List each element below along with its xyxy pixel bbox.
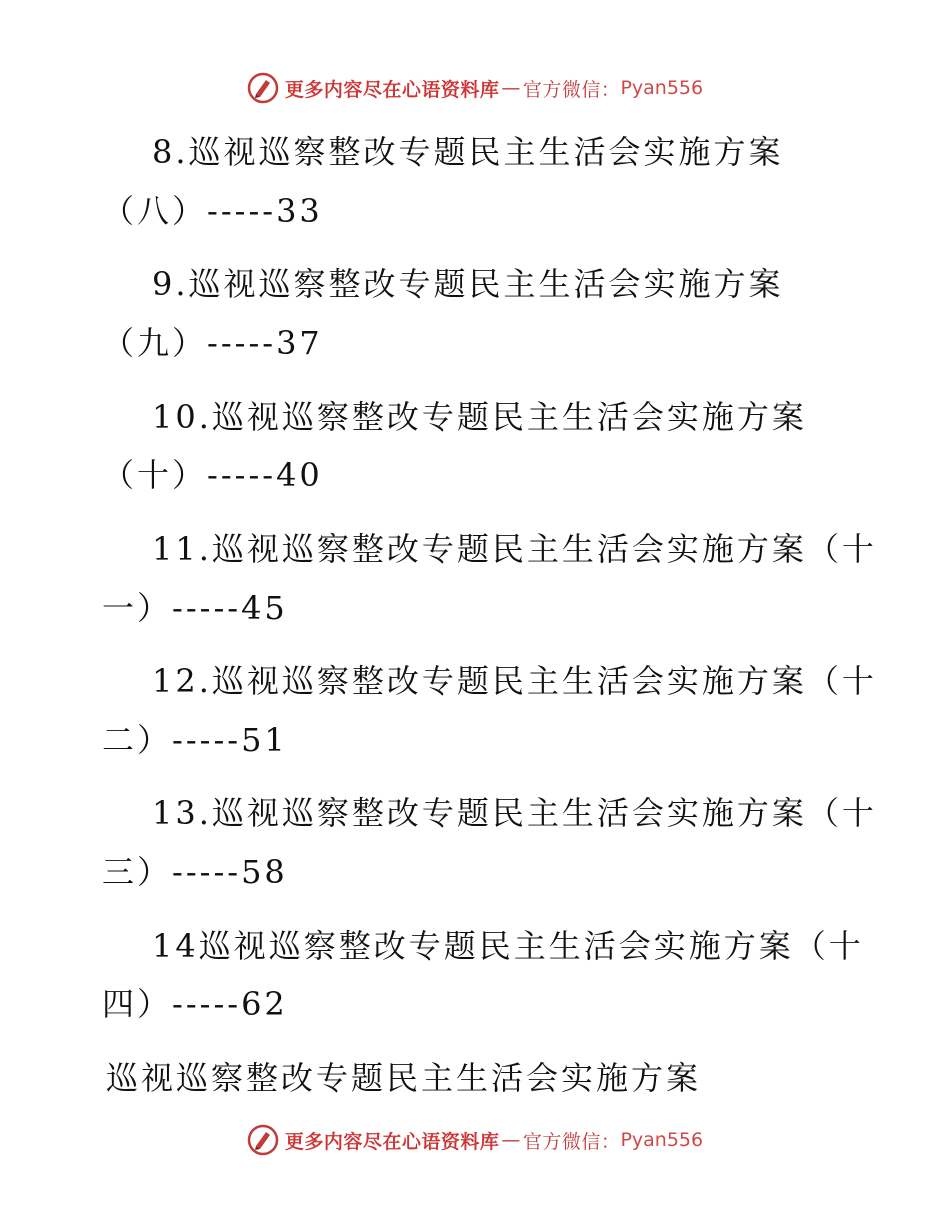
watermark-wechat-label: 官方微信：: [522, 1130, 621, 1153]
toc-entry-11-title: 11.巡视巡察整改专题民主生活会实施方案（十: [152, 530, 877, 568]
toc-entry-13-page: 三）-----58: [102, 853, 288, 891]
toc-entry-8-title: 8.巡视巡察整改专题民主生活会实施方案: [152, 133, 784, 171]
toc-entry-14-title: 14巡视巡察整改专题民主生活会实施方案（十: [152, 927, 864, 965]
pen-logo-icon: [247, 72, 279, 104]
pen-logo-icon: [247, 1124, 279, 1156]
watermark-text: 更多内容尽在心语资料库: [284, 1130, 500, 1153]
toc-entry-12-page: 二）-----51: [102, 721, 288, 759]
section-heading: 巡视巡察整改专题民主生活会实施方案: [106, 1059, 702, 1097]
header-watermark: [0, 72, 950, 104]
watermark-wechat-id: Pyan556: [620, 1129, 704, 1151]
toc-entry-13-title: 13.巡视巡察整改专题民主生活会实施方案（十: [152, 794, 877, 832]
toc-entry-14-page: 四）-----62: [102, 985, 288, 1023]
toc-entry-8-page: （八）-----33: [102, 192, 323, 230]
watermark-separator: —: [501, 77, 521, 99]
toc-entry-10-page: （十）-----40: [102, 456, 323, 494]
toc-entry-10-title: 10.巡视巡察整改专题民主生活会实施方案: [152, 398, 807, 436]
toc-entry-12-title: 12.巡视巡察整改专题民主生活会实施方案（十: [152, 662, 877, 700]
watermark-separator: —: [501, 1129, 521, 1151]
watermark-wechat-id: Pyan556: [620, 77, 704, 99]
toc-entry-11-page: 一）-----45: [102, 589, 288, 627]
toc-entry-9-title: 9.巡视巡察整改专题民主生活会实施方案: [152, 265, 784, 303]
toc-entry-9-page: （九）-----37: [102, 324, 323, 362]
watermark-text: 更多内容尽在心语资料库: [284, 78, 500, 101]
watermark-wechat-label: 官方微信：: [522, 78, 621, 101]
footer-watermark: [0, 1124, 950, 1156]
